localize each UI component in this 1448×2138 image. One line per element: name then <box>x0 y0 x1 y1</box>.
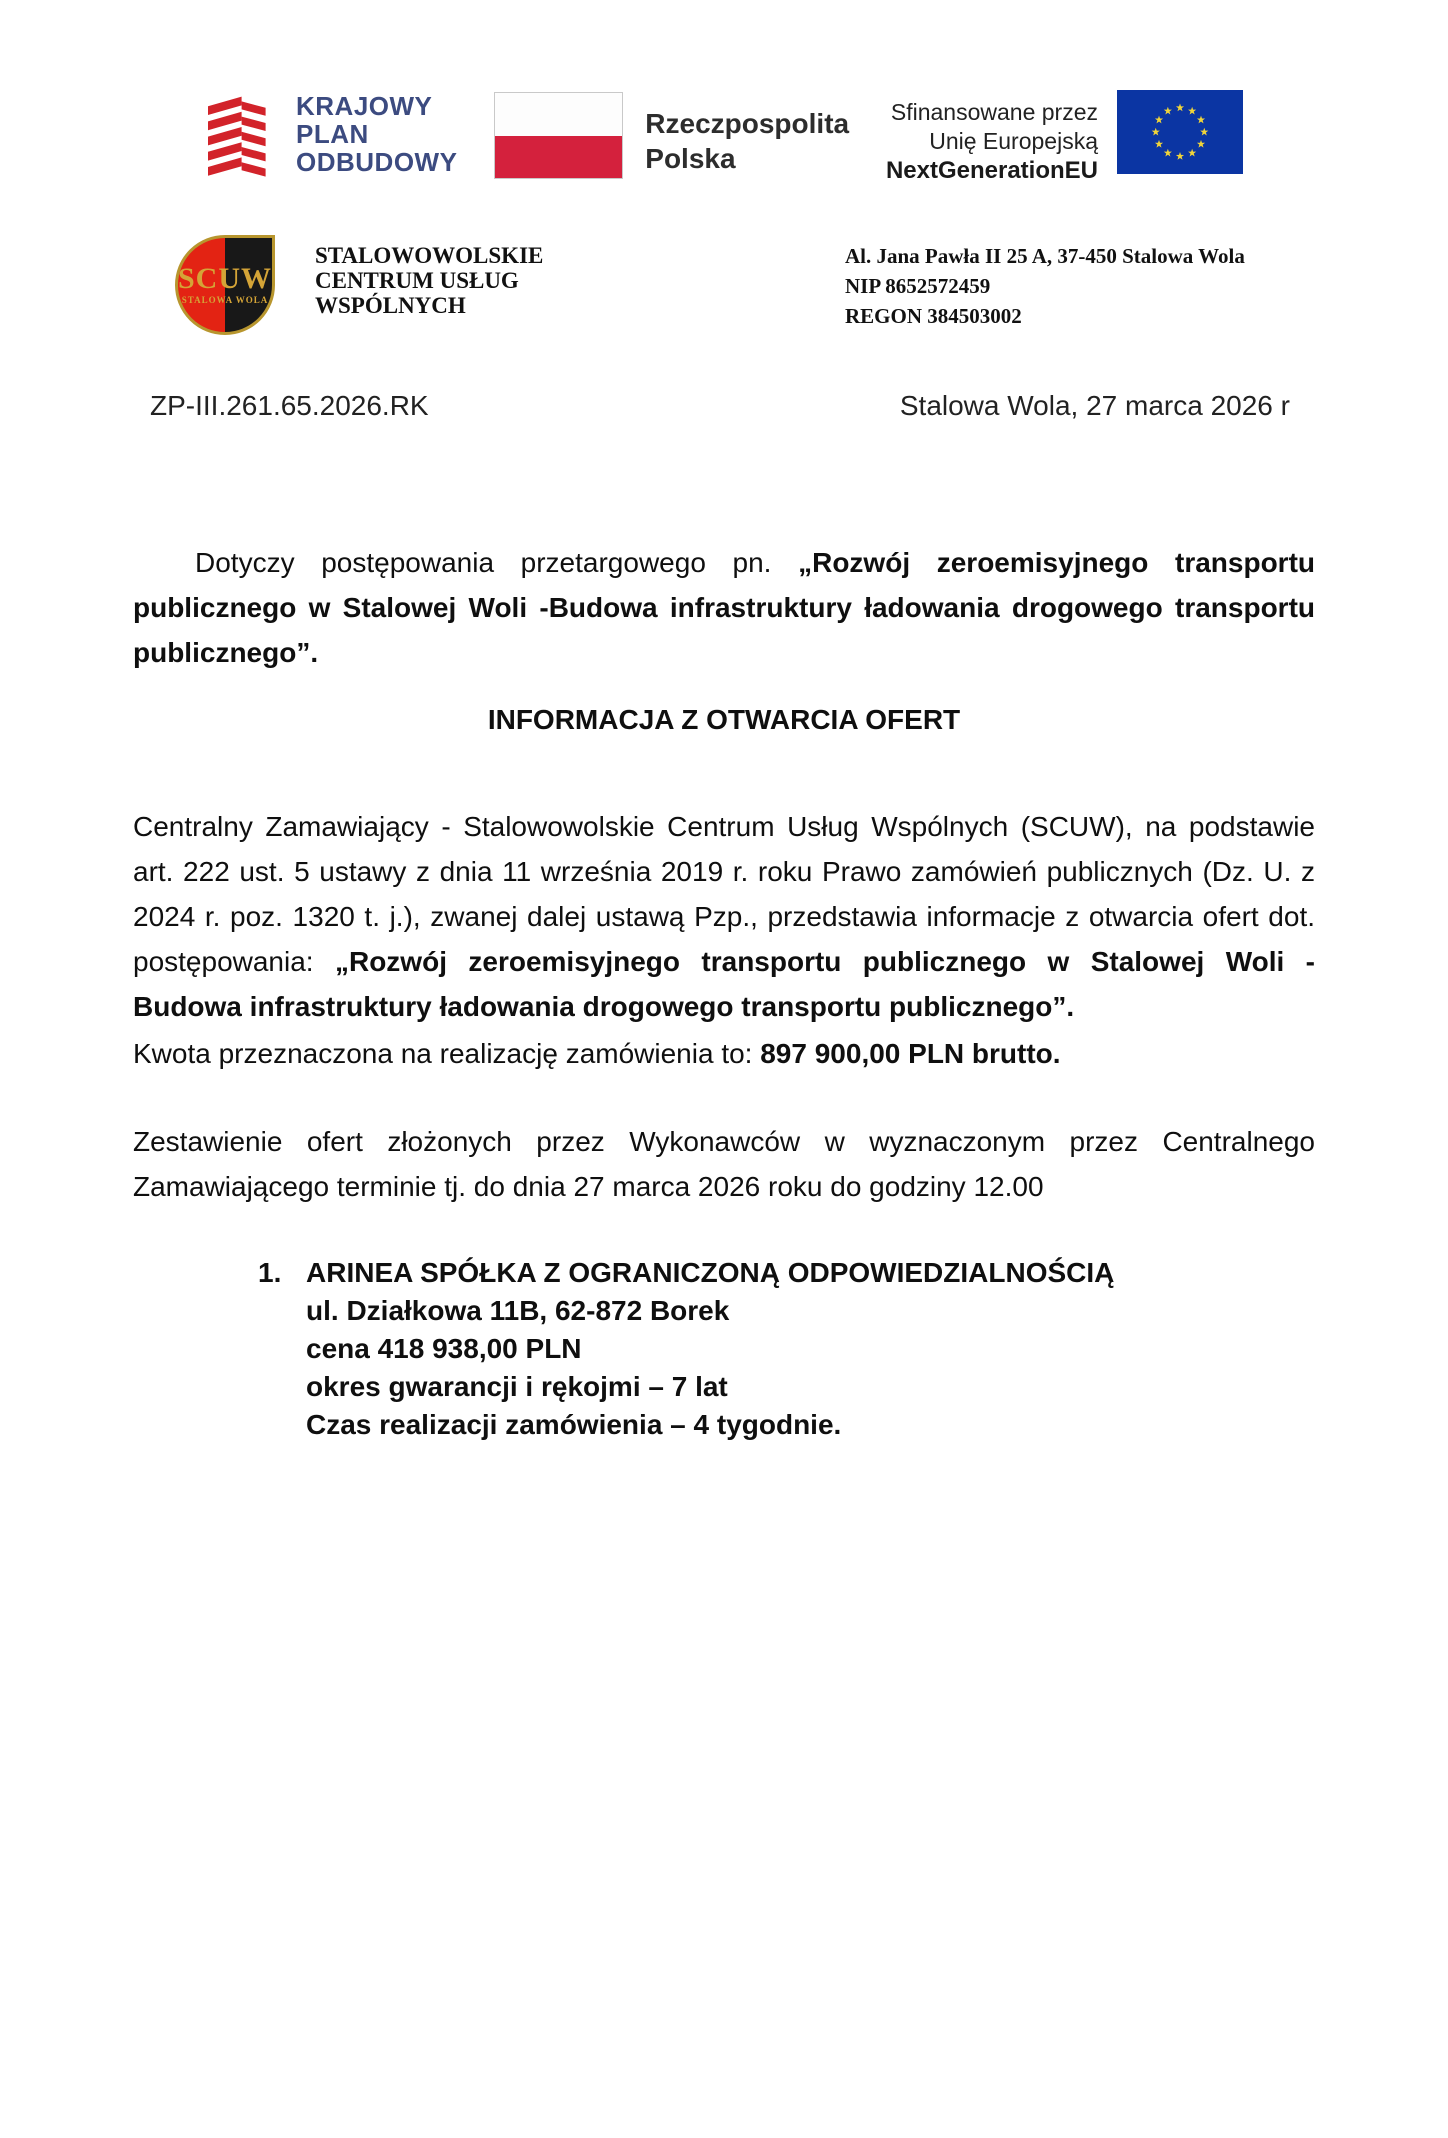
reference-row <box>150 390 1290 422</box>
place-and-date: Stalowa Wola, 27 marca 2026 r <box>899 390 1290 421</box>
intro-normal-text: Dotyczy postępowania przetargowego pn. <box>195 547 799 578</box>
eu-line-3: NextGenerationEU <box>885 157 1098 184</box>
amount-bold-text: 897 900,00 PLN brutto. <box>760 1038 1061 1069</box>
document-page <box>0 90 1448 2138</box>
offer-item-1 <box>133 1254 1315 1444</box>
scuw-nip: NIP 8652572459 <box>845 274 991 298</box>
eu-line-2: Unię Europejską <box>929 128 1098 154</box>
poland-line-1: Rzeczpospolita <box>645 108 850 139</box>
offers-list <box>133 1254 1315 1444</box>
scuw-name <box>315 235 543 318</box>
kpo-line-2: PLAN <box>296 119 369 149</box>
offer-company-address: ul. Działkowa 11B, 62-872 Borek <box>306 1295 730 1326</box>
scuw-header <box>175 235 1277 335</box>
kpo-line-1: KRAJOWY <box>296 91 433 121</box>
scuw-acronym: SCUW <box>178 262 273 295</box>
scuw-city: STALOWA WOLA <box>181 295 269 305</box>
eu-flag-icon <box>1116 90 1244 174</box>
offer-company-name: ARINEA SPÓŁKA Z OGRANICZONĄ ODPOWIEDZIALNOŚCIĄ <box>306 1257 1115 1288</box>
intro-paragraph <box>133 540 1315 675</box>
eu-line-1: Sfinansowane przez <box>890 99 1098 125</box>
body-paragraph <box>133 804 1315 1029</box>
amount-normal-text: Kwota przeznaczona na realizację zamówienia to: <box>133 1038 761 1069</box>
scuw-name-line-2: CENTRUM USŁUG <box>315 268 519 293</box>
amount-paragraph <box>133 1031 1315 1076</box>
offer-completion-time: Czas realizacji zamówienia – 4 tygodnie. <box>306 1409 842 1440</box>
poland-logo <box>494 90 849 179</box>
logo-header <box>200 90 1244 185</box>
body-bold-text: „Rozwój zeroemisyjnego transportu publicznego w Stalowej Woli - Budowa infrastruktury ładowania drogowego transportu publicznego”. <box>133 946 1315 1022</box>
scuw-regon: REGON 384503002 <box>845 304 1022 328</box>
offer-warranty: okres gwarancji i rękojmi – 7 lat <box>306 1371 728 1402</box>
offer-price: cena 418 938,00 PLN <box>306 1333 582 1364</box>
scuw-logo-icon <box>175 235 275 335</box>
poland-line-2: Polska <box>645 143 736 174</box>
offer-number: 1. <box>258 1257 282 1288</box>
eu-funding-text <box>886 90 1098 185</box>
kpo-line-3: ODBUDOWY <box>296 147 458 177</box>
scuw-name-line-3: WSPÓLNYCH <box>315 293 466 318</box>
poland-flag-icon <box>494 92 623 179</box>
kpo-building-icon <box>200 90 272 180</box>
kpo-logo-text <box>296 90 457 176</box>
document-content <box>133 540 1315 1444</box>
kpo-logo <box>200 90 457 180</box>
body-normal-text: Centralny Zamawiający - Stalowowolskie Centrum Usług Wspólnych (SCUW), na podstawie art. 222 ust. 5 ustawy z dnia 11 września 2019 r. roku Prawo zamówień publicznych (Dz. U. z 2024 r. poz. 1320 t. j.), zwanej dalej ustawą Pzp., przedstawia informacje z otwarcia ofert dot. postępowania: <box>133 811 1315 977</box>
scuw-address <box>845 235 1277 331</box>
summary-paragraph: Zestawienie ofert złożonych przez Wykonawców w wyznaczonym przez Centralnego Zamawiającego terminie tj. do dnia 27 marca 2026 roku do godziny 12.00 <box>133 1126 1315 1202</box>
case-number: ZP-III.261.65.2026.RK <box>150 390 429 421</box>
scuw-address-line-1: Al. Jana Pawła II 25 A, 37-450 Stalowa Wola <box>845 244 1245 268</box>
intro-bold-text: „Rozwój zeroemisyjnego transportu publicznego w Stalowej Woli -Budowa infrastruktury ładowania drogowego transportu publicznego”. <box>133 547 1316 668</box>
scuw-name-line-1: STALOWOWOLSKIE <box>315 243 544 268</box>
page-title: INFORMACJA Z OTWARCIA OFERT <box>487 704 961 735</box>
eu-funding-logo <box>886 90 1244 185</box>
poland-logo-text <box>645 92 849 176</box>
